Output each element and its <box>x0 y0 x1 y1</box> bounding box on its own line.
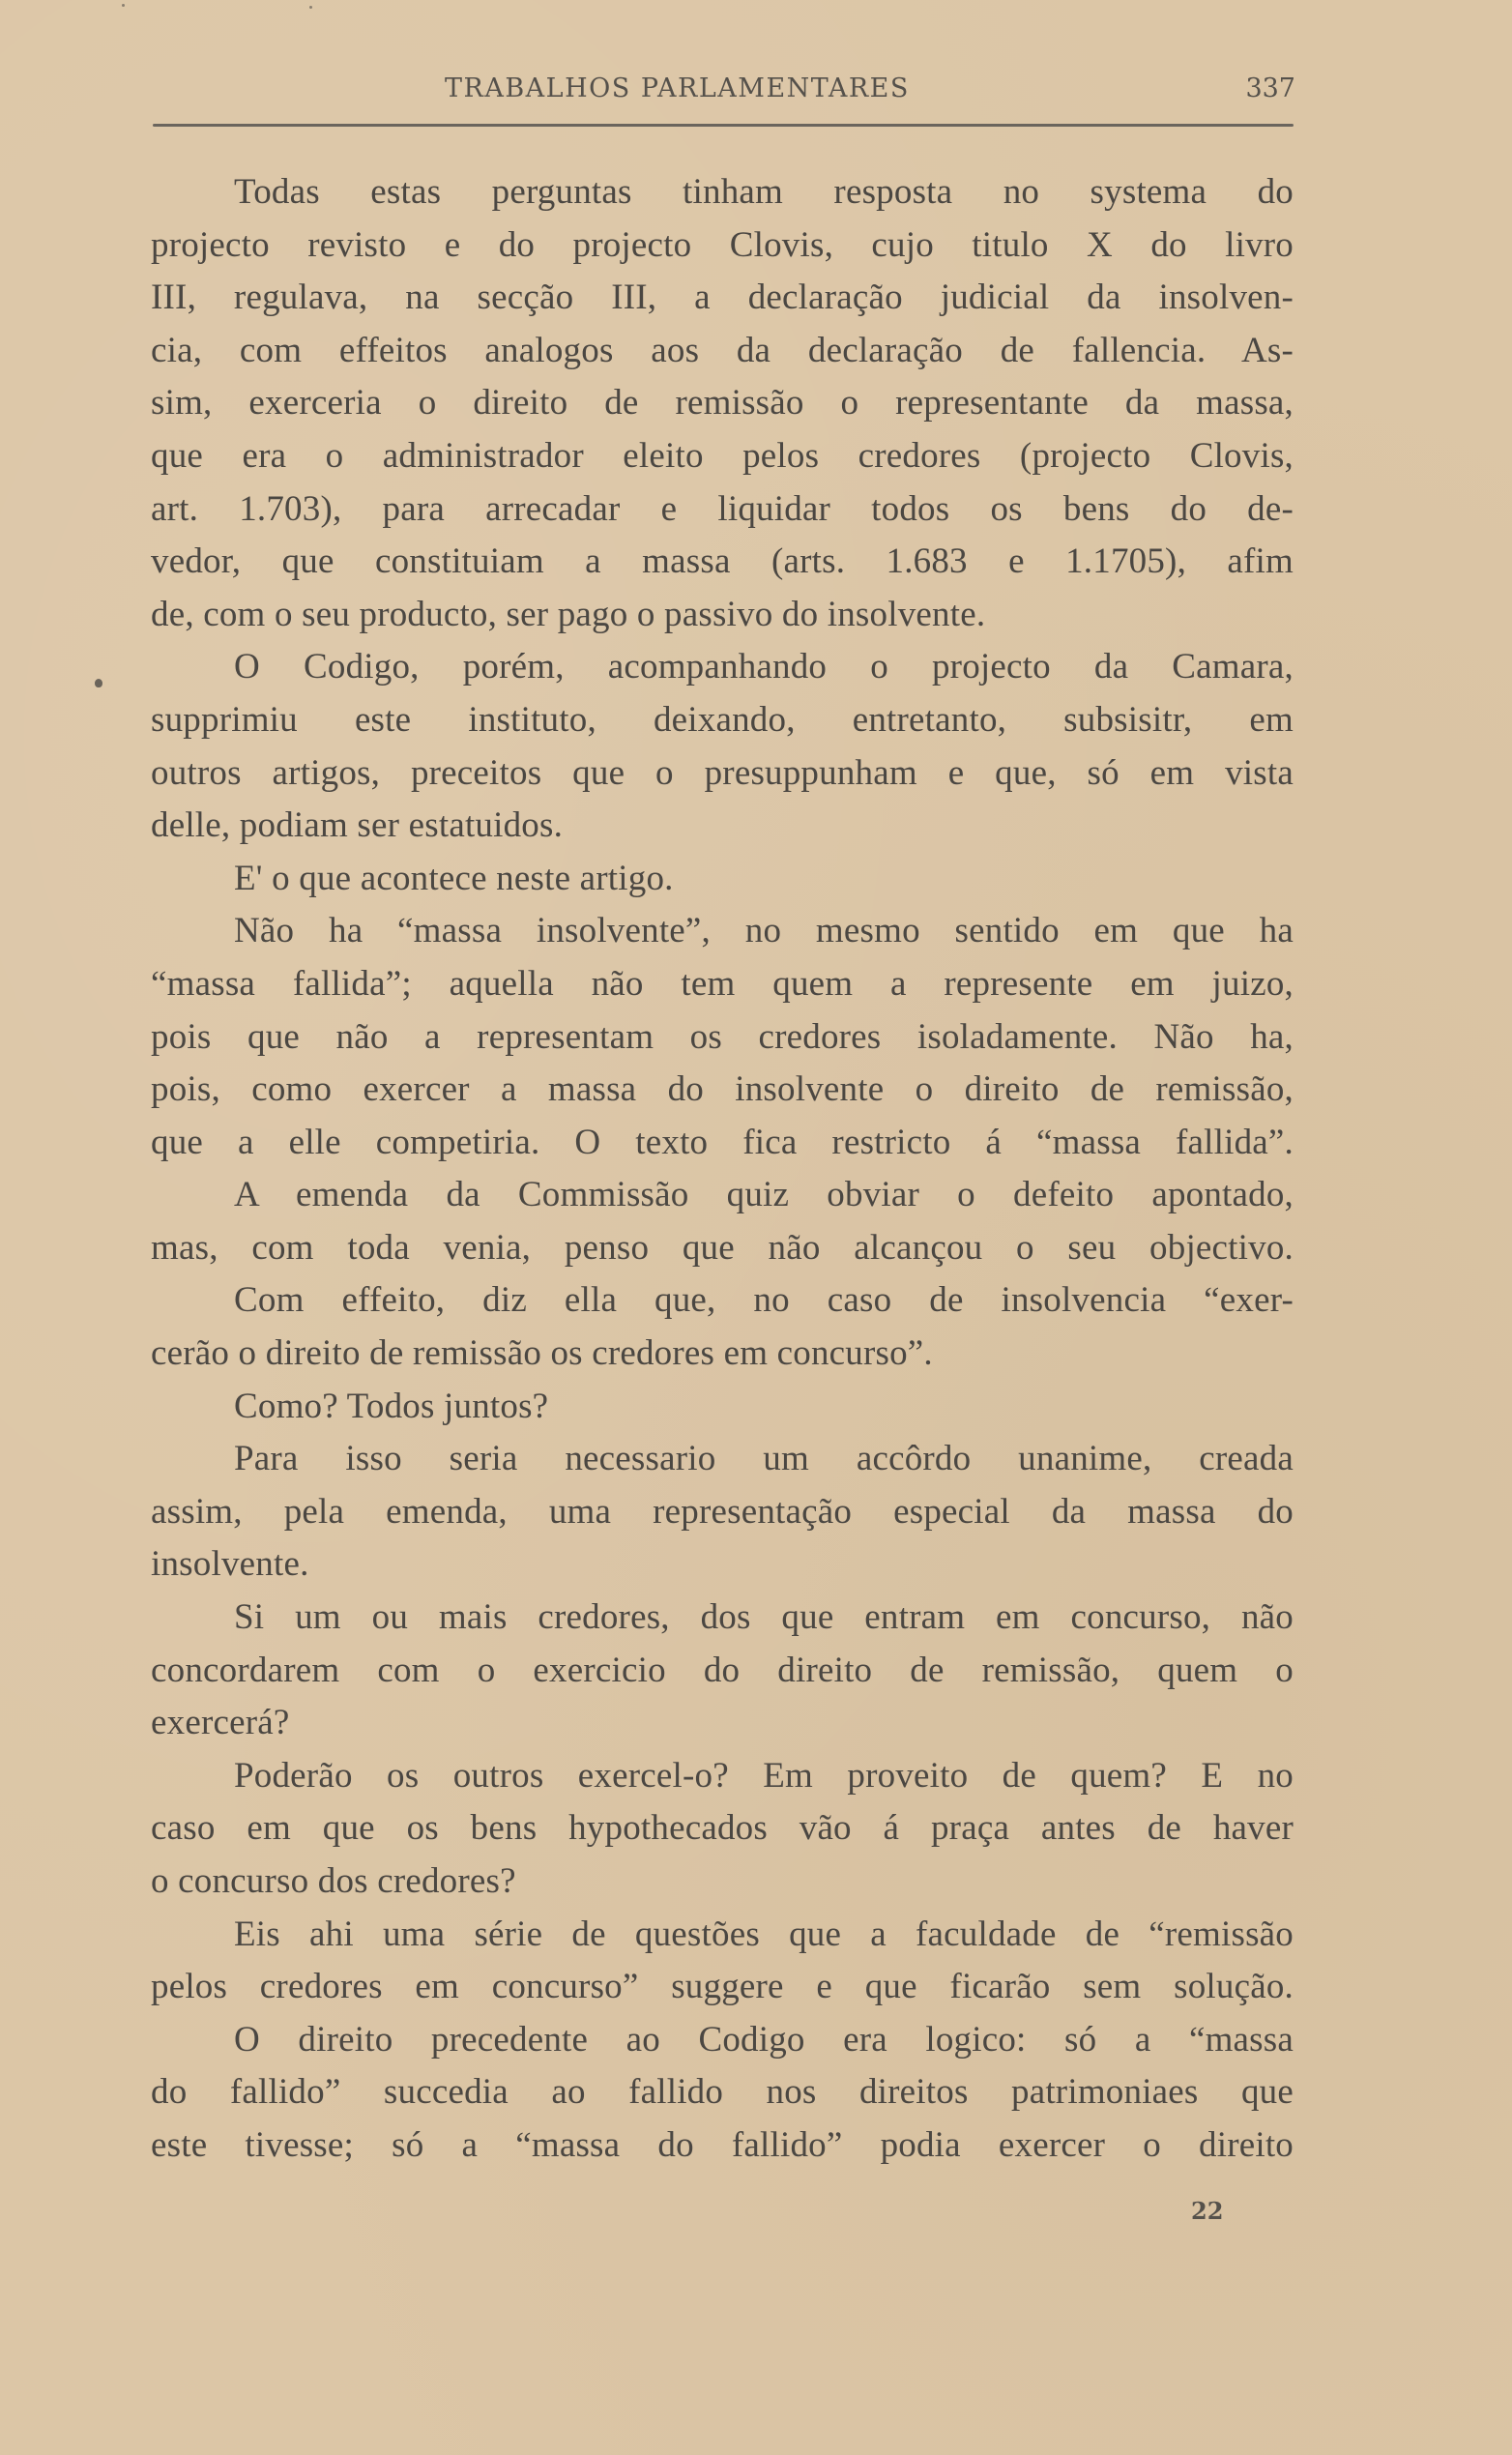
running-title: TRABALHOS PARLAMENTARES <box>445 73 910 103</box>
text-line: O Codigo, porém, acompanhando o projecto da Camara, <box>234 647 1294 687</box>
text-line: Si um ou mais credores, dos que entram em concurso, não <box>234 1597 1294 1638</box>
body-text <box>151 166 1294 2173</box>
text-line: Todas estas perguntas tinham resposta no systema do <box>234 172 1294 212</box>
text-line: Eis ahi uma série de questões que a faculdade de “remissão <box>234 1914 1294 1954</box>
text-line: Como? Todos juntos? <box>234 1386 549 1426</box>
text-line: o concurso dos credores? <box>151 1861 516 1901</box>
text-line: este tivesse; só a “massa do fallido” podia exercer o direito <box>151 2124 1294 2165</box>
text-line: que era o administrador eleito pelos credores (projecto Clovis, <box>151 435 1294 476</box>
text-line: cerão o direito de remissão os credores em concurso”. <box>151 1333 933 1374</box>
text-line: outros artigos, preceitos que o presuppunham e que, só em vista <box>151 752 1294 793</box>
text-line: E' o que acontece neste artigo. <box>234 858 674 898</box>
text-line: que a elle competiria. O texto fica restricto á “massa fallida”. <box>151 1122 1294 1162</box>
text-line: concordarem com o exercicio do direito de remissão, quem o <box>151 1650 1294 1690</box>
text-line: insolvente. <box>151 1544 309 1585</box>
header-rule <box>153 124 1294 127</box>
text-line: Com effeito, diz ella que, no caso de insolvencia “exer- <box>234 1280 1294 1321</box>
text-line: A emenda da Commissão quiz obviar o defeito apontado, <box>234 1175 1294 1215</box>
text-line: projecto revisto e do projecto Clovis, cujo titulo X do livro <box>151 224 1294 265</box>
text-line: Não ha “massa insolvente”, no mesmo sentido em que ha <box>234 911 1294 951</box>
text-line: mas, com toda venia, penso que não alcançou o seu objectivo. <box>151 1227 1294 1268</box>
text-line: supprimiu este instituto, deixando, entretanto, subsisitr, em <box>151 699 1294 740</box>
text-line: pelos credores em concurso” suggere e que ficarão sem solução. <box>151 1967 1294 2007</box>
text-line: de, com o seu producto, ser pago o passivo do insolvente. <box>151 594 986 634</box>
paper-speck <box>122 4 125 7</box>
text-line: O direito precedente ao Codigo era logico: só a “massa <box>234 2019 1294 2060</box>
text-line: vedor, que constituiam a massa (arts. 1.683 e 1.1705), afim <box>151 541 1294 582</box>
text-line: pois que não a representam os credores isoladamente. Não ha, <box>151 1016 1294 1057</box>
text-line: pois, como exercer a massa do insolvente o direito de remissão, <box>151 1069 1294 1110</box>
text-line: “massa fallida”; aquella não tem quem a represente em juizo, <box>151 963 1294 1004</box>
text-line: III, regulava, na secção III, a declaração judicial da insolven- <box>151 278 1294 318</box>
text-line: do fallido” succedia ao fallido nos direitos patrimoniaes que <box>151 2072 1294 2113</box>
text-line: caso em que os bens hypothecados vão á praça antes de haver <box>151 1808 1294 1849</box>
paper-speck <box>309 6 312 9</box>
text-line: cia, com effeitos analogos aos da declaração de fallencia. As- <box>151 330 1294 370</box>
running-head <box>155 73 1295 112</box>
text-line: delle, podiam ser estatuidos. <box>151 805 564 846</box>
text-line: Poderão os outros exercel-o? Em proveito de quem? E no <box>234 1755 1294 1796</box>
page-number: 337 <box>1245 73 1295 103</box>
text-line: assim, pela emenda, uma representação especial da massa do <box>151 1491 1294 1532</box>
signature-mark: 22 <box>1191 2197 1224 2225</box>
text-line: Para isso seria necessario um accôrdo unanime, creada <box>234 1439 1294 1479</box>
margin-ink-mark <box>95 679 102 687</box>
text-line: exercerá? <box>151 1703 290 1743</box>
text-line: art. 1.703), para arrecadar e liquidar todos os bens do de- <box>151 488 1294 529</box>
text-line: sim, exerceria o direito de remissão o representante da massa, <box>151 383 1294 424</box>
